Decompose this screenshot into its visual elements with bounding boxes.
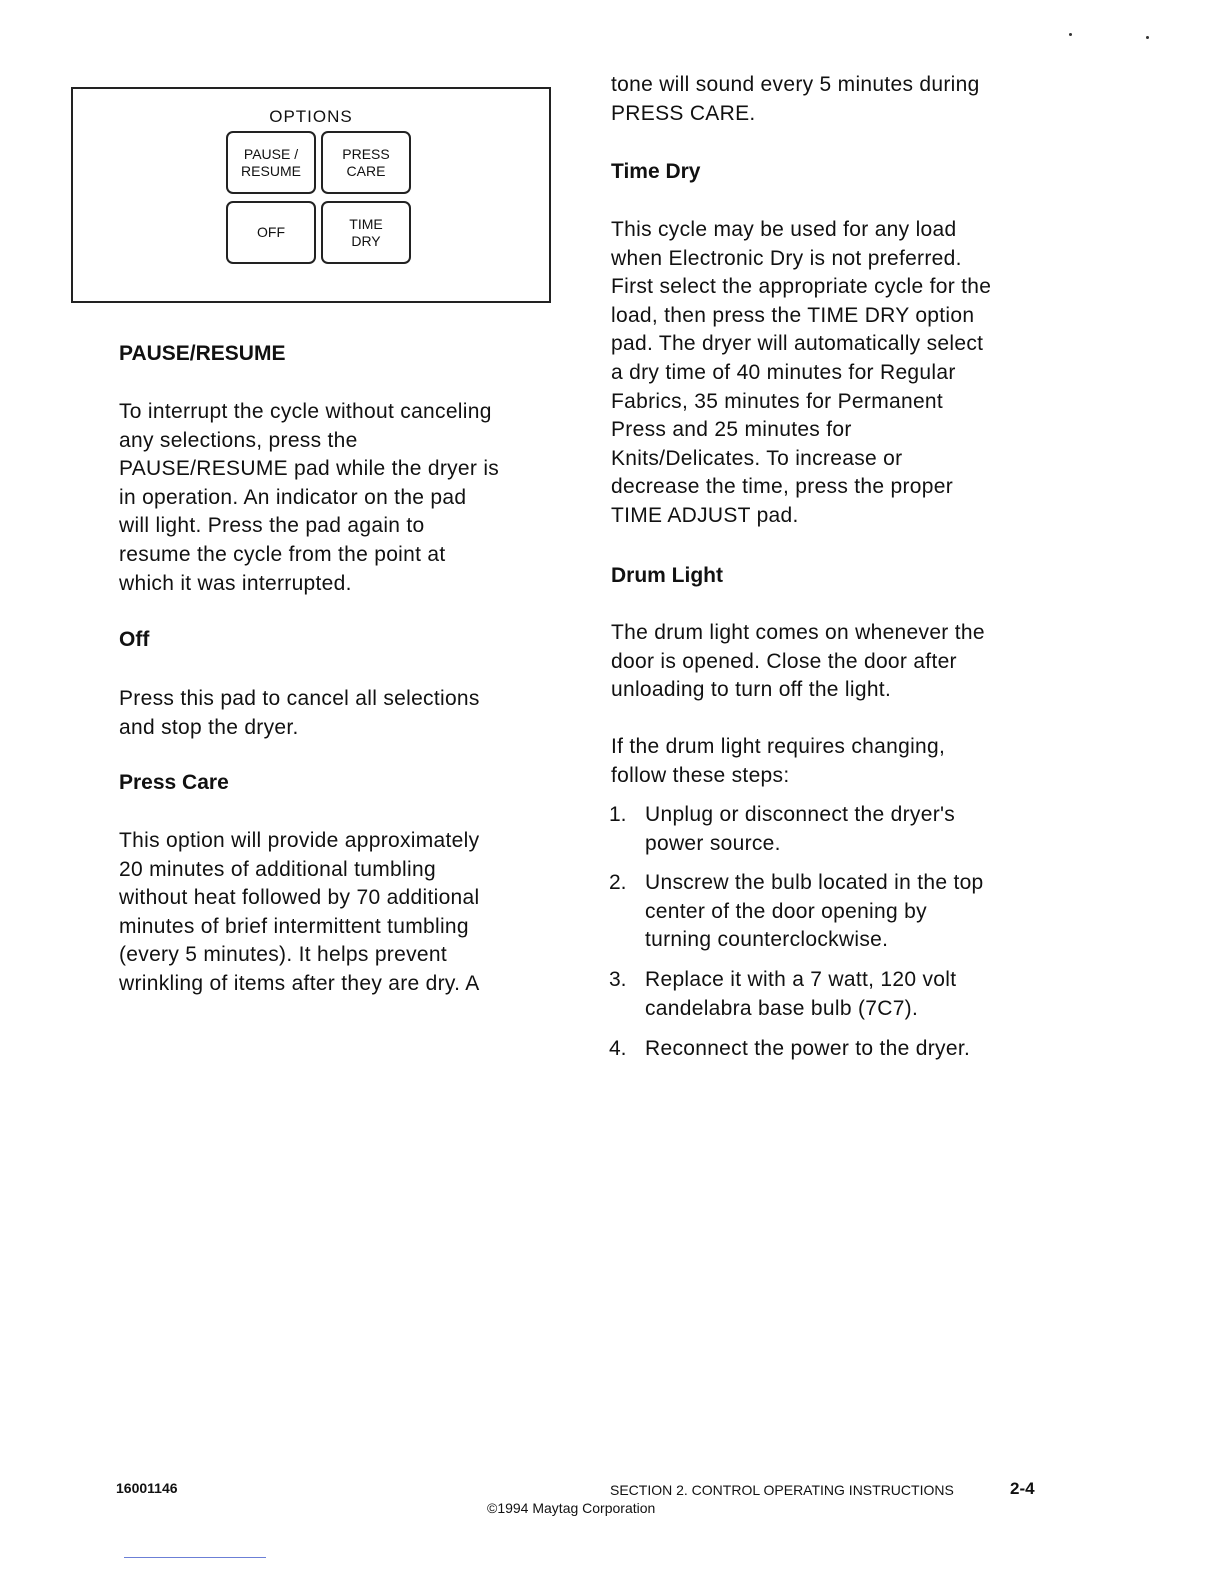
off-pad[interactable]: OFF bbox=[226, 201, 316, 264]
pause-resume-heading: PAUSE/RESUME bbox=[119, 342, 286, 365]
options-panel bbox=[71, 87, 551, 303]
step-text: Unplug or disconnect the dryer's power source. bbox=[645, 803, 956, 855]
drum-light-text: The drum light comes on whenever the door is opened. Close the door after unloading to turn off the light. bbox=[611, 621, 985, 702]
copyright: ©1994 Maytag Corporation bbox=[487, 1500, 656, 1516]
scan-line-artifact bbox=[124, 1557, 266, 1558]
step-number: 4. bbox=[609, 1037, 627, 1060]
section-title: SECTION 2. CONTROL OPERATING INSTRUCTIONS bbox=[610, 1482, 954, 1498]
scan-speck bbox=[1069, 33, 1072, 36]
document-number: 16001146 bbox=[116, 1480, 178, 1496]
drum-change-intro: If the drum light requires changing, follow these steps: bbox=[611, 735, 946, 787]
step-number: 3. bbox=[609, 968, 627, 991]
pause-resume-pad[interactable]: PAUSE / RESUME bbox=[226, 131, 316, 194]
press-care-text: This option will provide approximately 20 minutes of additional tumbling without heat followed by 70 additional minutes of brief intermittent tumbling (every 5 minutes). It helps prevent wrinkling of items after they are dry. A bbox=[119, 829, 480, 995]
time-dry-heading: Time Dry bbox=[611, 160, 701, 183]
step-number: 1. bbox=[609, 803, 627, 826]
press-care-heading: Press Care bbox=[119, 771, 229, 794]
time-dry-text: This cycle may be used for any load when Electronic Dry is not preferred. First select the appropriate cycle for the load, then press the TIME DRY option pad. The dryer will automatically select a dry time of 40 minutes for Regular Fabrics, 35 minutes for Permanent Press and 25 minutes for Knits/Delicates. To increase or decrease the time, press the proper TIME ADJUST pad. bbox=[611, 218, 992, 527]
scan-speck bbox=[1146, 36, 1149, 39]
step-number: 2. bbox=[609, 871, 627, 894]
off-heading: Off bbox=[119, 628, 150, 651]
drum-light-heading: Drum Light bbox=[611, 564, 723, 587]
options-title: OPTIONS bbox=[269, 107, 353, 126]
time-dry-pad[interactable]: TIME DRY bbox=[321, 201, 411, 264]
pause-resume-text: To interrupt the cycle without canceling any selections, press the PAUSE/RESUME pad while the dryer is in operation. An indicator on the pad will light. Press the pad again to resume the cycle from the point at which it was interrupted. bbox=[119, 400, 500, 595]
page-number: 2-4 bbox=[1010, 1479, 1035, 1498]
press-care-continued-text: tone will sound every 5 minutes during PRESS CARE. bbox=[611, 73, 980, 125]
step-text: Unscrew the bulb located in the top center of the door opening by turning counterclockwise. bbox=[645, 871, 984, 952]
step-text: Reconnect the power to the dryer. bbox=[645, 1037, 971, 1060]
off-text: Press this pad to cancel all selections and stop the dryer. bbox=[119, 687, 480, 739]
press-care-pad[interactable]: PRESS CARE bbox=[321, 131, 411, 194]
step-text: Replace it with a 7 watt, 120 volt candelabra base bulb (7C7). bbox=[645, 968, 957, 1020]
